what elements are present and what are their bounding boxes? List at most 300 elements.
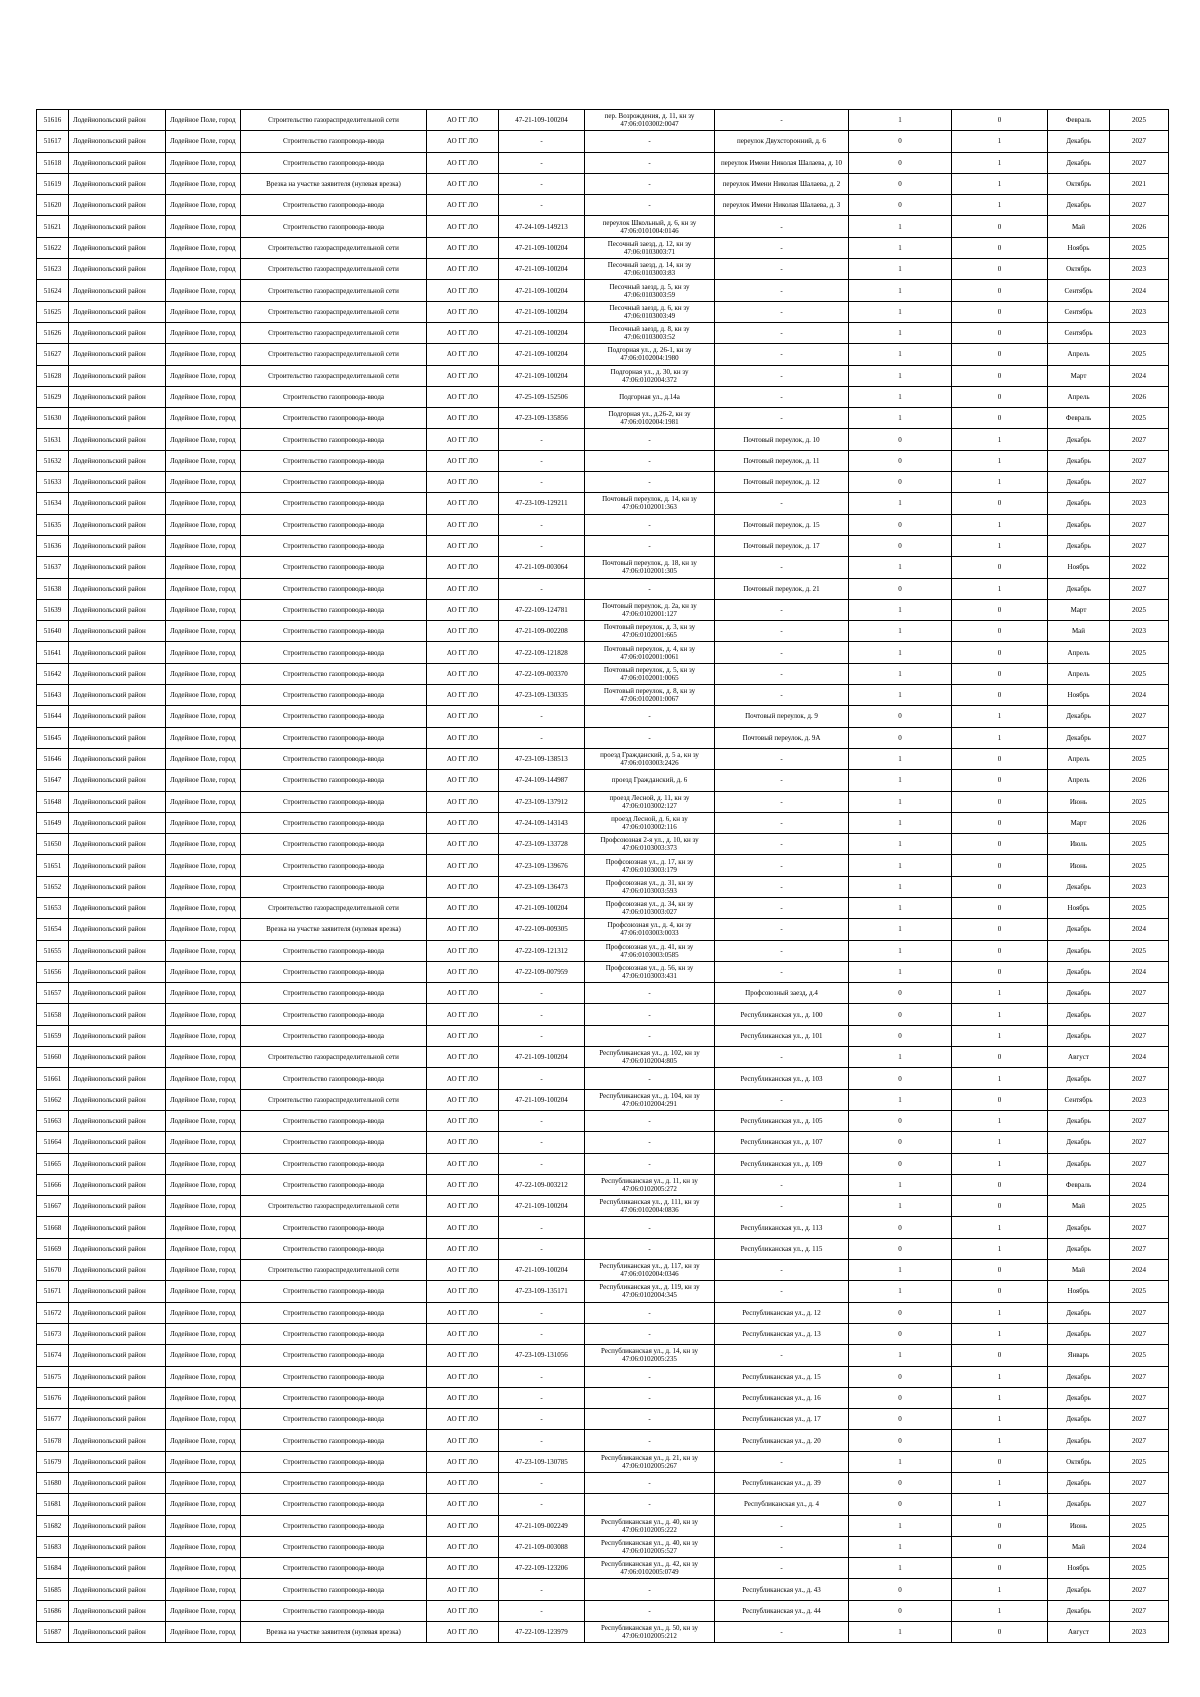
table-row	[37, 961, 1169, 982]
cell-address: переулок Имени Николая Шалаева, д. 3	[715, 195, 849, 216]
cell-address: Республиканская ул., д. 43	[715, 1579, 849, 1600]
cell-region: Лодейнопольский район	[69, 472, 166, 493]
cell-organization: АО ГГ ЛО	[427, 514, 499, 535]
cell-application-number: -	[499, 983, 585, 1004]
cell-number: 51619	[37, 173, 69, 194]
cell-settlement: Лодейное Поле, город	[166, 791, 241, 812]
cell-application-number: -	[499, 195, 585, 216]
cell-count-b: 0	[952, 301, 1048, 322]
cell-organization: АО ГГ ЛО	[427, 812, 499, 833]
cell-year: 2027	[1110, 472, 1169, 493]
cell-region: Лодейнопольский район	[69, 897, 166, 918]
table-row	[37, 450, 1169, 471]
cell-region: Лодейнопольский район	[69, 1132, 166, 1153]
cell-address: Республиканская ул., д. 17	[715, 1409, 849, 1430]
cell-count-b: 1	[952, 514, 1048, 535]
cell-year: 2023	[1110, 621, 1169, 642]
cell-application-number: 47-24-109-143143	[499, 812, 585, 833]
cell-work-type: Строительство газопровода-ввода	[241, 940, 427, 961]
cell-application-number: 47-21-109-003088	[499, 1536, 585, 1557]
cell-work-type: Строительство газопровода-ввода	[241, 834, 427, 855]
cell-address: -	[715, 663, 849, 684]
cell-year: 2027	[1110, 1068, 1169, 1089]
cell-number: 51672	[37, 1302, 69, 1323]
cell-number: 51634	[37, 493, 69, 514]
cell-address: -	[715, 493, 849, 514]
cell-work-type: Строительство газопровода-ввода	[241, 706, 427, 727]
cell-year: 2023	[1110, 1622, 1169, 1643]
cell-address-with-cadastral: -	[585, 1494, 715, 1515]
cell-address: -	[715, 1345, 849, 1366]
cell-settlement: Лодейное Поле, город	[166, 642, 241, 663]
cell-number: 51616	[37, 110, 69, 131]
cell-count-b: 0	[952, 1089, 1048, 1110]
cell-address: -	[715, 599, 849, 620]
cell-year: 2023	[1110, 322, 1169, 343]
cell-address-with-cadastral: Почтовый переулок, д. 3, кн зу 47:06:0102001:665	[585, 621, 715, 642]
cell-application-number: -	[499, 1579, 585, 1600]
cell-settlement: Лодейное Поле, город	[166, 1132, 241, 1153]
cell-year: 2027	[1110, 706, 1169, 727]
cell-work-type: Строительство газораспределительной сети	[241, 110, 427, 131]
cell-settlement: Лодейное Поле, город	[166, 280, 241, 301]
cell-settlement: Лодейное Поле, город	[166, 514, 241, 535]
cell-count-a: 1	[849, 216, 952, 237]
table-row	[37, 983, 1169, 1004]
cell-address-with-cadastral: Почтовый переулок, д. 2а, кн зу 47:06:0102001:127	[585, 599, 715, 620]
cell-count-a: 0	[849, 1600, 952, 1621]
cell-address-with-cadastral: Подгорная ул., д.14а	[585, 386, 715, 407]
cell-count-b: 0	[952, 599, 1048, 620]
cell-month: Февраль	[1048, 1174, 1110, 1195]
cell-settlement: Лодейное Поле, город	[166, 1345, 241, 1366]
cell-region: Лодейнопольский район	[69, 110, 166, 131]
cell-address-with-cadastral: Республиканская ул., д. 102, кн зу 47:06:0102004:805	[585, 1047, 715, 1068]
cell-count-b: 0	[952, 1174, 1048, 1195]
cell-address: -	[715, 365, 849, 386]
cell-work-type: Строительство газопровода-ввода	[241, 1536, 427, 1557]
cell-month: Сентябрь	[1048, 1089, 1110, 1110]
cell-month: Декабрь	[1048, 1494, 1110, 1515]
cell-address-with-cadastral: -	[585, 1153, 715, 1174]
cell-year: 2027	[1110, 1600, 1169, 1621]
cell-month: Май	[1048, 1196, 1110, 1217]
cell-month: Декабрь	[1048, 1132, 1110, 1153]
cell-address-with-cadastral: -	[585, 1132, 715, 1153]
cell-count-b: 0	[952, 791, 1048, 812]
cell-month: Ноябрь	[1048, 1281, 1110, 1302]
cell-organization: АО ГГ ЛО	[427, 450, 499, 471]
cell-address: Республиканская ул., д. 13	[715, 1323, 849, 1344]
cell-count-b: 0	[952, 322, 1048, 343]
cell-organization: АО ГГ ЛО	[427, 876, 499, 897]
cell-address-with-cadastral: пер. Возрождения, д. 11, кн зу 47:06:0103002:0047	[585, 110, 715, 131]
cell-work-type: Строительство газопровода-ввода	[241, 812, 427, 833]
cell-settlement: Лодейное Поле, город	[166, 1600, 241, 1621]
cell-address-with-cadastral: Республиканская ул., д. 42, кн зу 47:06:0102005:0749	[585, 1558, 715, 1579]
cell-count-a: 1	[849, 110, 952, 131]
cell-number: 51640	[37, 621, 69, 642]
cell-address: -	[715, 791, 849, 812]
cell-application-number: 47-21-109-002249	[499, 1515, 585, 1536]
cell-number: 51635	[37, 514, 69, 535]
cell-address: Республиканская ул., д. 105	[715, 1110, 849, 1131]
cell-address: -	[715, 1047, 849, 1068]
cell-address-with-cadastral: Республиканская ул., д. 111, кн зу 47:06:0102004:0836	[585, 1196, 715, 1217]
cell-work-type: Строительство газопровода-ввода	[241, 1217, 427, 1238]
cell-settlement: Лодейное Поле, город	[166, 1473, 241, 1494]
cell-region: Лодейнопольский район	[69, 493, 166, 514]
cell-count-b: 0	[952, 1536, 1048, 1557]
cell-region: Лодейнопольский район	[69, 961, 166, 982]
cell-number: 51677	[37, 1409, 69, 1430]
cell-number: 51686	[37, 1600, 69, 1621]
cell-count-b: 1	[952, 173, 1048, 194]
cell-settlement: Лодейное Поле, город	[166, 663, 241, 684]
cell-address: -	[715, 834, 849, 855]
cell-number: 51682	[37, 1515, 69, 1536]
cell-year: 2023	[1110, 493, 1169, 514]
cell-year: 2024	[1110, 365, 1169, 386]
cell-address-with-cadastral: -	[585, 1302, 715, 1323]
cell-year: 2024	[1110, 1047, 1169, 1068]
cell-work-type: Строительство газопровода-ввода	[241, 685, 427, 706]
cell-application-number: 47-21-109-100204	[499, 1089, 585, 1110]
cell-month: Декабрь	[1048, 1600, 1110, 1621]
table-row	[37, 770, 1169, 791]
table-row	[37, 152, 1169, 173]
cell-count-a: 1	[849, 876, 952, 897]
cell-count-a: 1	[849, 1515, 952, 1536]
cell-work-type: Строительство газопровода-ввода	[241, 1132, 427, 1153]
cell-application-number: 47-22-109-009305	[499, 919, 585, 940]
cell-year: 2025	[1110, 791, 1169, 812]
cell-year: 2027	[1110, 1387, 1169, 1408]
cell-month: Ноябрь	[1048, 1558, 1110, 1579]
cell-address: Почтовый переулок, д. 10	[715, 429, 849, 450]
cell-application-number: 47-21-109-100204	[499, 259, 585, 280]
cell-count-a: 0	[849, 1153, 952, 1174]
table-row	[37, 514, 1169, 535]
cell-address-with-cadastral: -	[585, 1025, 715, 1046]
cell-address: переулок Имени Николая Шалаева, д. 10	[715, 152, 849, 173]
cell-month: Декабрь	[1048, 983, 1110, 1004]
cell-count-b: 1	[952, 1579, 1048, 1600]
table-row	[37, 599, 1169, 620]
table-row	[37, 1047, 1169, 1068]
cell-count-b: 0	[952, 493, 1048, 514]
cell-application-number: 47-21-109-100204	[499, 301, 585, 322]
cell-count-a: 1	[849, 1622, 952, 1643]
cell-settlement: Лодейное Поле, город	[166, 1281, 241, 1302]
cell-month: Апрель	[1048, 663, 1110, 684]
cell-work-type: Строительство газопровода-ввода	[241, 1302, 427, 1323]
cell-count-b: 1	[952, 535, 1048, 556]
cell-count-b: 1	[952, 195, 1048, 216]
cell-address: -	[715, 237, 849, 258]
cell-address-with-cadastral: Подгорная ул., д. 26-1, кн зу 47:06:0102004:1980	[585, 344, 715, 365]
cell-organization: АО ГГ ЛО	[427, 578, 499, 599]
cell-count-b: 1	[952, 152, 1048, 173]
cell-number: 51620	[37, 195, 69, 216]
cell-number: 51650	[37, 834, 69, 855]
cell-work-type: Строительство газопровода-ввода	[241, 1451, 427, 1472]
cell-address: Республиканская ул., д. 109	[715, 1153, 849, 1174]
cell-organization: АО ГГ ЛО	[427, 961, 499, 982]
cell-count-a: 0	[849, 1025, 952, 1046]
cell-application-number: 47-22-109-121312	[499, 940, 585, 961]
table-row	[37, 110, 1169, 131]
cell-work-type: Строительство газораспределительной сети	[241, 344, 427, 365]
cell-count-b: 1	[952, 1302, 1048, 1323]
cell-settlement: Лодейное Поле, город	[166, 1174, 241, 1195]
cell-year: 2024	[1110, 1260, 1169, 1281]
cell-organization: АО ГГ ЛО	[427, 770, 499, 791]
cell-work-type: Строительство газораспределительной сети	[241, 365, 427, 386]
table-row	[37, 791, 1169, 812]
cell-year: 2027	[1110, 131, 1169, 152]
cell-address-with-cadastral: -	[585, 131, 715, 152]
cell-application-number: -	[499, 1430, 585, 1451]
cell-address-with-cadastral: -	[585, 1217, 715, 1238]
cell-settlement: Лодейное Поле, город	[166, 1260, 241, 1281]
cell-month: Декабрь	[1048, 429, 1110, 450]
cell-application-number: 47-21-109-100204	[499, 344, 585, 365]
cell-organization: АО ГГ ЛО	[427, 386, 499, 407]
table-row	[37, 1558, 1169, 1579]
cell-region: Лодейнопольский район	[69, 535, 166, 556]
cell-month: Июнь	[1048, 791, 1110, 812]
cell-count-b: 0	[952, 1047, 1048, 1068]
cell-address-with-cadastral: Почтовый переулок, д. 18, кн зу 47:06:0102001:305	[585, 557, 715, 578]
cell-application-number: 47-21-109-100204	[499, 897, 585, 918]
cell-month: Август	[1048, 1047, 1110, 1068]
cell-year: 2025	[1110, 855, 1169, 876]
cell-region: Лодейнопольский район	[69, 195, 166, 216]
cell-number: 51674	[37, 1345, 69, 1366]
cell-month: Декабрь	[1048, 535, 1110, 556]
cell-count-b: 1	[952, 472, 1048, 493]
cell-number: 51628	[37, 365, 69, 386]
cell-count-a: 0	[849, 1323, 952, 1344]
cell-number: 51665	[37, 1153, 69, 1174]
cell-organization: АО ГГ ЛО	[427, 493, 499, 514]
cell-count-a: 0	[849, 727, 952, 748]
cell-region: Лодейнопольский район	[69, 1536, 166, 1557]
table-row	[37, 1174, 1169, 1195]
cell-year: 2023	[1110, 876, 1169, 897]
table-row	[37, 621, 1169, 642]
cell-month: Февраль	[1048, 408, 1110, 429]
cell-work-type: Строительство газопровода-ввода	[241, 429, 427, 450]
cell-year: 2024	[1110, 961, 1169, 982]
cell-year: 2025	[1110, 344, 1169, 365]
cell-number: 51631	[37, 429, 69, 450]
cell-settlement: Лодейное Поле, город	[166, 344, 241, 365]
cell-number: 51632	[37, 450, 69, 471]
cell-count-b: 0	[952, 961, 1048, 982]
cell-address-with-cadastral: Песочный заезд, д. 5, кн зу 47:06:0103003:59	[585, 280, 715, 301]
cell-work-type: Строительство газопровода-ввода	[241, 1579, 427, 1600]
cell-count-b: 0	[952, 557, 1048, 578]
table-row	[37, 1068, 1169, 1089]
cell-application-number: 47-23-109-135171	[499, 1281, 585, 1302]
cell-number: 51644	[37, 706, 69, 727]
cell-month: Декабрь	[1048, 961, 1110, 982]
cell-number: 51630	[37, 408, 69, 429]
cell-count-a: 0	[849, 706, 952, 727]
cell-region: Лодейнопольский район	[69, 748, 166, 769]
cell-settlement: Лодейное Поле, город	[166, 429, 241, 450]
cell-work-type: Строительство газопровода-ввода	[241, 408, 427, 429]
cell-application-number: -	[499, 727, 585, 748]
cell-number: 51645	[37, 727, 69, 748]
cell-organization: АО ГГ ЛО	[427, 1217, 499, 1238]
cell-region: Лодейнопольский район	[69, 557, 166, 578]
cell-count-a: 1	[849, 599, 952, 620]
cell-address: -	[715, 1536, 849, 1557]
cell-count-b: 0	[952, 812, 1048, 833]
cell-settlement: Лодейное Поле, город	[166, 1004, 241, 1025]
cell-work-type: Строительство газораспределительной сети	[241, 237, 427, 258]
cell-application-number: -	[499, 1302, 585, 1323]
cell-region: Лодейнопольский район	[69, 1451, 166, 1472]
cell-settlement: Лодейное Поле, город	[166, 621, 241, 642]
cell-number: 51659	[37, 1025, 69, 1046]
cell-organization: АО ГГ ЛО	[427, 1387, 499, 1408]
cell-address-with-cadastral: Почтовый переулок, д. 8, кн зу 47:06:0102001:0067	[585, 685, 715, 706]
cell-work-type: Строительство газораспределительной сети	[241, 322, 427, 343]
cell-region: Лодейнопольский район	[69, 259, 166, 280]
cell-settlement: Лодейное Поле, город	[166, 1451, 241, 1472]
cell-organization: АО ГГ ЛО	[427, 173, 499, 194]
cell-work-type: Врезка на участке заявителя (нулевая врезка)	[241, 173, 427, 194]
cell-year: 2025	[1110, 1196, 1169, 1217]
cell-address: Республиканская ул., д. 39	[715, 1473, 849, 1494]
cell-count-b: 1	[952, 1473, 1048, 1494]
cell-month: Апрель	[1048, 344, 1110, 365]
table-row	[37, 1622, 1169, 1643]
cell-count-b: 0	[952, 216, 1048, 237]
cell-work-type: Строительство газопровода-ввода	[241, 450, 427, 471]
cell-region: Лодейнопольский район	[69, 408, 166, 429]
cell-count-a: 1	[849, 812, 952, 833]
cell-work-type: Строительство газораспределительной сети	[241, 1196, 427, 1217]
cell-settlement: Лодейное Поле, город	[166, 408, 241, 429]
cell-address: -	[715, 1174, 849, 1195]
cell-month: Декабрь	[1048, 919, 1110, 940]
cell-year: 2027	[1110, 1473, 1169, 1494]
cell-work-type: Строительство газопровода-ввода	[241, 1409, 427, 1430]
cell-count-a: 0	[849, 1110, 952, 1131]
cell-address: Республиканская ул., д. 100	[715, 1004, 849, 1025]
cell-number: 51661	[37, 1068, 69, 1089]
table-row	[37, 1515, 1169, 1536]
table-row	[37, 1089, 1169, 1110]
cell-application-number: 47-23-109-137912	[499, 791, 585, 812]
cell-count-b: 1	[952, 1068, 1048, 1089]
cell-settlement: Лодейное Поле, город	[166, 1110, 241, 1131]
cell-address: -	[715, 1260, 849, 1281]
cell-number: 51660	[37, 1047, 69, 1068]
cell-month: Декабрь	[1048, 1110, 1110, 1131]
cell-region: Лодейнопольский район	[69, 237, 166, 258]
cell-month: Май	[1048, 621, 1110, 642]
cell-number: 51639	[37, 599, 69, 620]
cell-number: 51648	[37, 791, 69, 812]
cell-organization: АО ГГ ЛО	[427, 131, 499, 152]
cell-organization: АО ГГ ЛО	[427, 301, 499, 322]
cell-organization: АО ГГ ЛО	[427, 195, 499, 216]
cell-region: Лодейнопольский район	[69, 152, 166, 173]
cell-organization: АО ГГ ЛО	[427, 1174, 499, 1195]
cell-address-with-cadastral: Подгорная ул., д. 30, кн зу 47:06:0102004:372	[585, 365, 715, 386]
cell-number: 51622	[37, 237, 69, 258]
cell-region: Лодейнопольский район	[69, 1558, 166, 1579]
cell-count-a: 1	[849, 834, 952, 855]
cell-number: 51679	[37, 1451, 69, 1472]
cell-address-with-cadastral: Республиканская ул., д. 21, кн зу 47:06:0102005:267	[585, 1451, 715, 1472]
cell-application-number: -	[499, 1110, 585, 1131]
cell-settlement: Лодейное Поле, город	[166, 599, 241, 620]
cell-address-with-cadastral: Республиканская ул., д. 50, кн зу 47:06:0102005:212	[585, 1622, 715, 1643]
cell-number: 51647	[37, 770, 69, 791]
cell-count-a: 1	[849, 322, 952, 343]
cell-settlement: Лодейное Поле, город	[166, 706, 241, 727]
table-row	[37, 1600, 1169, 1621]
cell-number: 51664	[37, 1132, 69, 1153]
cell-count-b: 0	[952, 770, 1048, 791]
cell-settlement: Лодейное Поле, город	[166, 1536, 241, 1557]
cell-count-a: 0	[849, 1430, 952, 1451]
cell-count-b: 0	[952, 940, 1048, 961]
cell-number: 51678	[37, 1430, 69, 1451]
cell-year: 2027	[1110, 1004, 1169, 1025]
cell-region: Лодейнопольский район	[69, 216, 166, 237]
cell-application-number: -	[499, 578, 585, 599]
cell-work-type: Строительство газопровода-ввода	[241, 1025, 427, 1046]
cell-address: -	[715, 259, 849, 280]
cell-address: переулок Имени Николая Шалаева, д. 2	[715, 173, 849, 194]
cell-year: 2027	[1110, 1366, 1169, 1387]
cell-work-type: Строительство газопровода-ввода	[241, 599, 427, 620]
cell-address: -	[715, 216, 849, 237]
cell-region: Лодейнопольский район	[69, 621, 166, 642]
cell-organization: АО ГГ ЛО	[427, 642, 499, 663]
cell-work-type: Строительство газопровода-ввода	[241, 1345, 427, 1366]
cell-year: 2025	[1110, 408, 1169, 429]
cell-region: Лодейнопольский район	[69, 1430, 166, 1451]
cell-year: 2027	[1110, 1302, 1169, 1323]
cell-region: Лодейнопольский район	[69, 1110, 166, 1131]
cell-region: Лодейнопольский район	[69, 876, 166, 897]
cell-count-a: 1	[849, 408, 952, 429]
cell-address-with-cadastral: -	[585, 1600, 715, 1621]
cell-organization: АО ГГ ЛО	[427, 1047, 499, 1068]
cell-count-b: 1	[952, 1110, 1048, 1131]
cell-work-type: Строительство газопровода-ввода	[241, 727, 427, 748]
cell-address-with-cadastral: Песочный заезд, д. 12, кн зу 47:06:0103003:71	[585, 237, 715, 258]
cell-work-type: Строительство газопровода-ввода	[241, 1110, 427, 1131]
cell-address: -	[715, 1451, 849, 1472]
cell-month: Декабрь	[1048, 1473, 1110, 1494]
cell-work-type: Строительство газопровода-ввода	[241, 1068, 427, 1089]
cell-count-a: 1	[849, 1451, 952, 1472]
cell-work-type: Строительство газораспределительной сети	[241, 897, 427, 918]
cell-work-type: Строительство газораспределительной сети	[241, 301, 427, 322]
cell-settlement: Лодейное Поле, город	[166, 365, 241, 386]
cell-work-type: Строительство газопровода-ввода	[241, 1494, 427, 1515]
